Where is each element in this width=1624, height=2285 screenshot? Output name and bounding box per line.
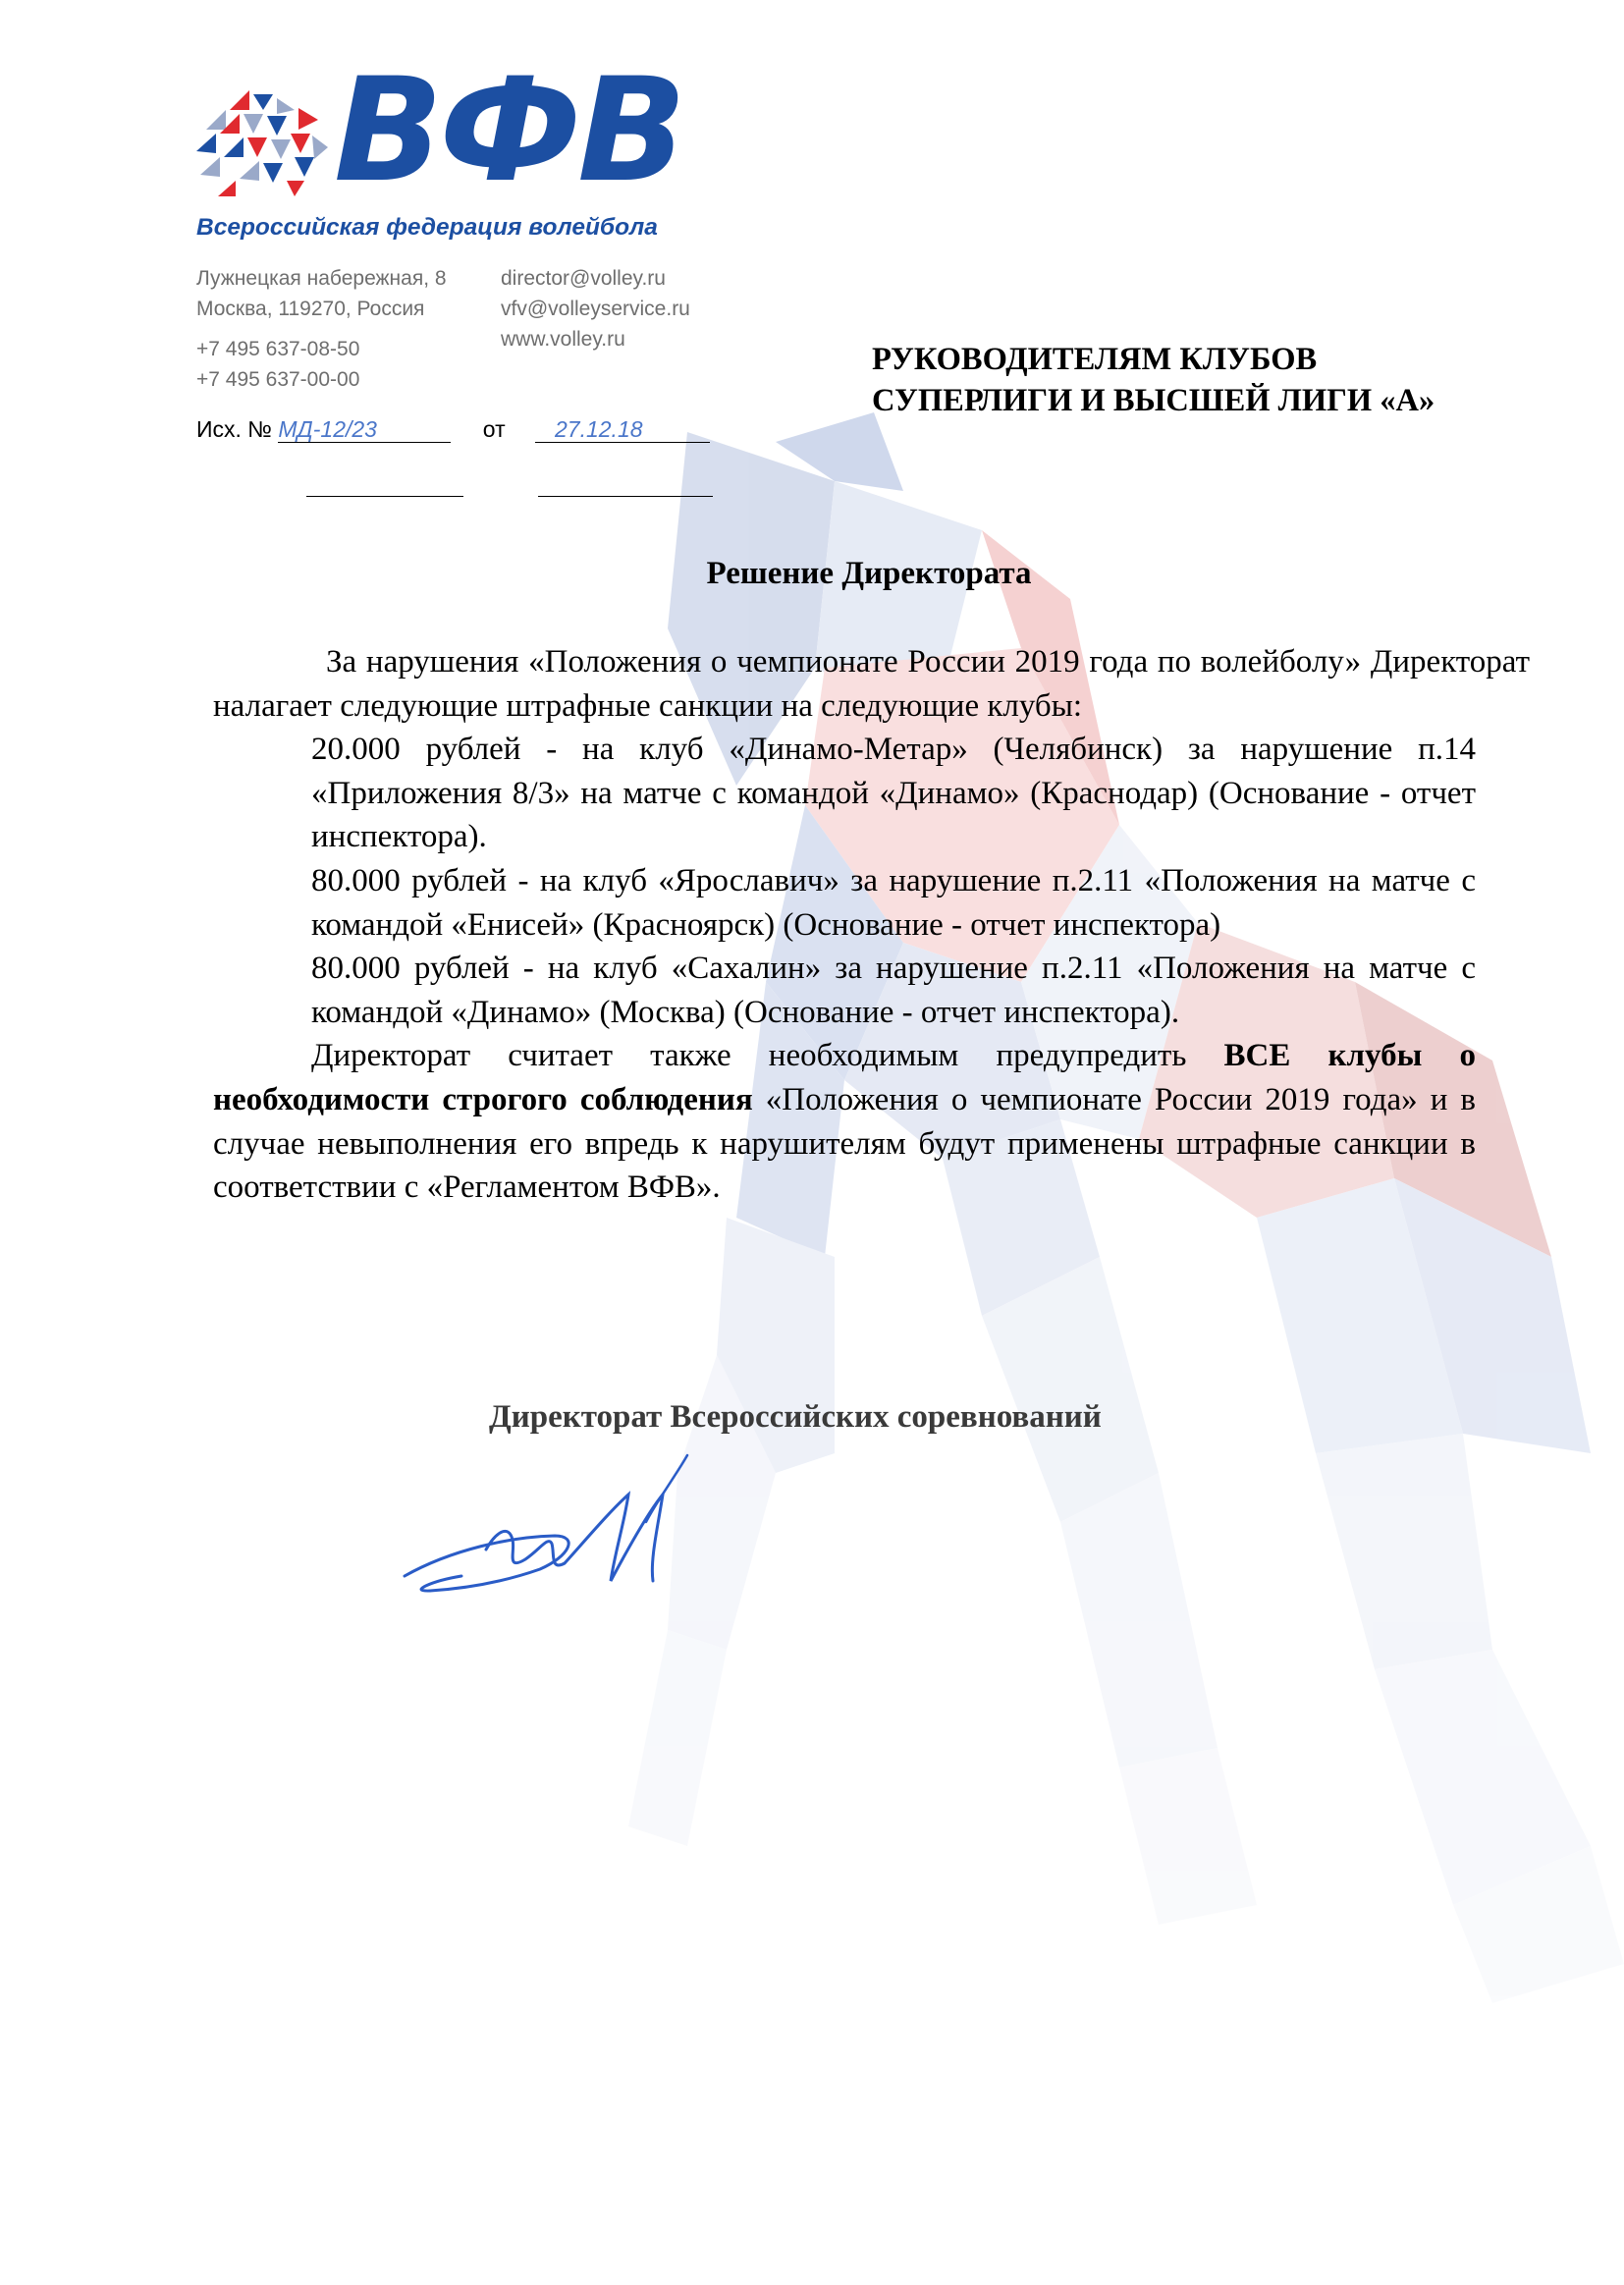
phone-line: +7 495 637-08-50 <box>196 338 360 360</box>
addressee <box>872 339 1435 421</box>
date-from-label: от <box>482 416 506 442</box>
warning-text-end: «Положения о чемпионате России 2019 года» и в случае невыполнения его впредь к нарушителям будут применены штрафные санкции в соответствии с «Регламентом ВФВ». <box>213 1081 1476 1206</box>
outgoing-number-line <box>196 416 710 443</box>
address-block <box>196 263 447 324</box>
outgoing-label: Исх. № <box>196 416 272 442</box>
addressee-line: СУПЕРЛИГИ И ВЫСШЕЙ ЛИГИ «А» <box>872 383 1435 418</box>
document-body <box>213 640 1530 1210</box>
web-contacts-block <box>501 263 690 354</box>
penalty-item: 20.000 рублей - на клуб «Динамо-Метар» (Челябинск) за нарушение п.14 «Приложения 8/3» на матче с командой «Динамо» (Краснодар) (Основание - отчет инспектора). <box>311 732 1476 855</box>
address-line: Лужнецкая набережная, 8 <box>196 267 447 290</box>
warning-emphasis: ВСЕ клубы о необходимости строгого соблюдения <box>213 1038 1476 1117</box>
blank-underline <box>306 496 463 497</box>
vfv-logo-mark <box>196 90 329 198</box>
phones-block <box>196 334 359 395</box>
penalty-item: 80.000 рублей - на клуб «Сахалин» за нарушение п.2.11 «Положения на матче с командой «Динамо» (Москва) (Основание - отчет инспектора). <box>311 951 1476 1030</box>
org-name: Всероссийская федерация волейбола <box>196 214 658 241</box>
outgoing-number: МД-12/23 <box>278 416 451 443</box>
penalty-item: 80.000 рублей - на клуб «Ярославич» за нарушение п.2.11 «Положения на матче с командой «Енисей» (Красноярск) (Основание - отчет инспектора) <box>311 862 1476 943</box>
phone-line: +7 495 637-00-00 <box>196 368 360 391</box>
warning-text-start: Директорат считает также необходимым предупредить <box>311 1038 1224 1074</box>
address-line: Москва, 119270, Россия <box>196 298 425 320</box>
handwritten-signature <box>393 1434 746 1601</box>
warning-paragraph <box>213 1034 1476 1209</box>
signer-name: Директорат Всероссийских соревнований <box>489 1399 1102 1435</box>
addressee-line: РУКОВОДИТЕЛЯМ КЛУБОВ <box>872 342 1318 377</box>
outgoing-date: 27.12.18 <box>535 416 710 443</box>
website-link[interactable]: www.volley.ru <box>501 328 625 351</box>
email-link[interactable]: director@volley.ru <box>501 267 666 290</box>
document-title: Решение Директората <box>706 556 1032 591</box>
blank-underline <box>538 496 713 497</box>
intro-paragraph: За нарушения «Положения о чемпионате России 2019 года по волейболу» Директорат налагает следующие штрафные санкции на следующие клубы: <box>213 644 1530 724</box>
vfv-logo-text: ВФВ <box>334 47 683 214</box>
email-link[interactable]: vfv@volleyservice.ru <box>501 298 690 320</box>
